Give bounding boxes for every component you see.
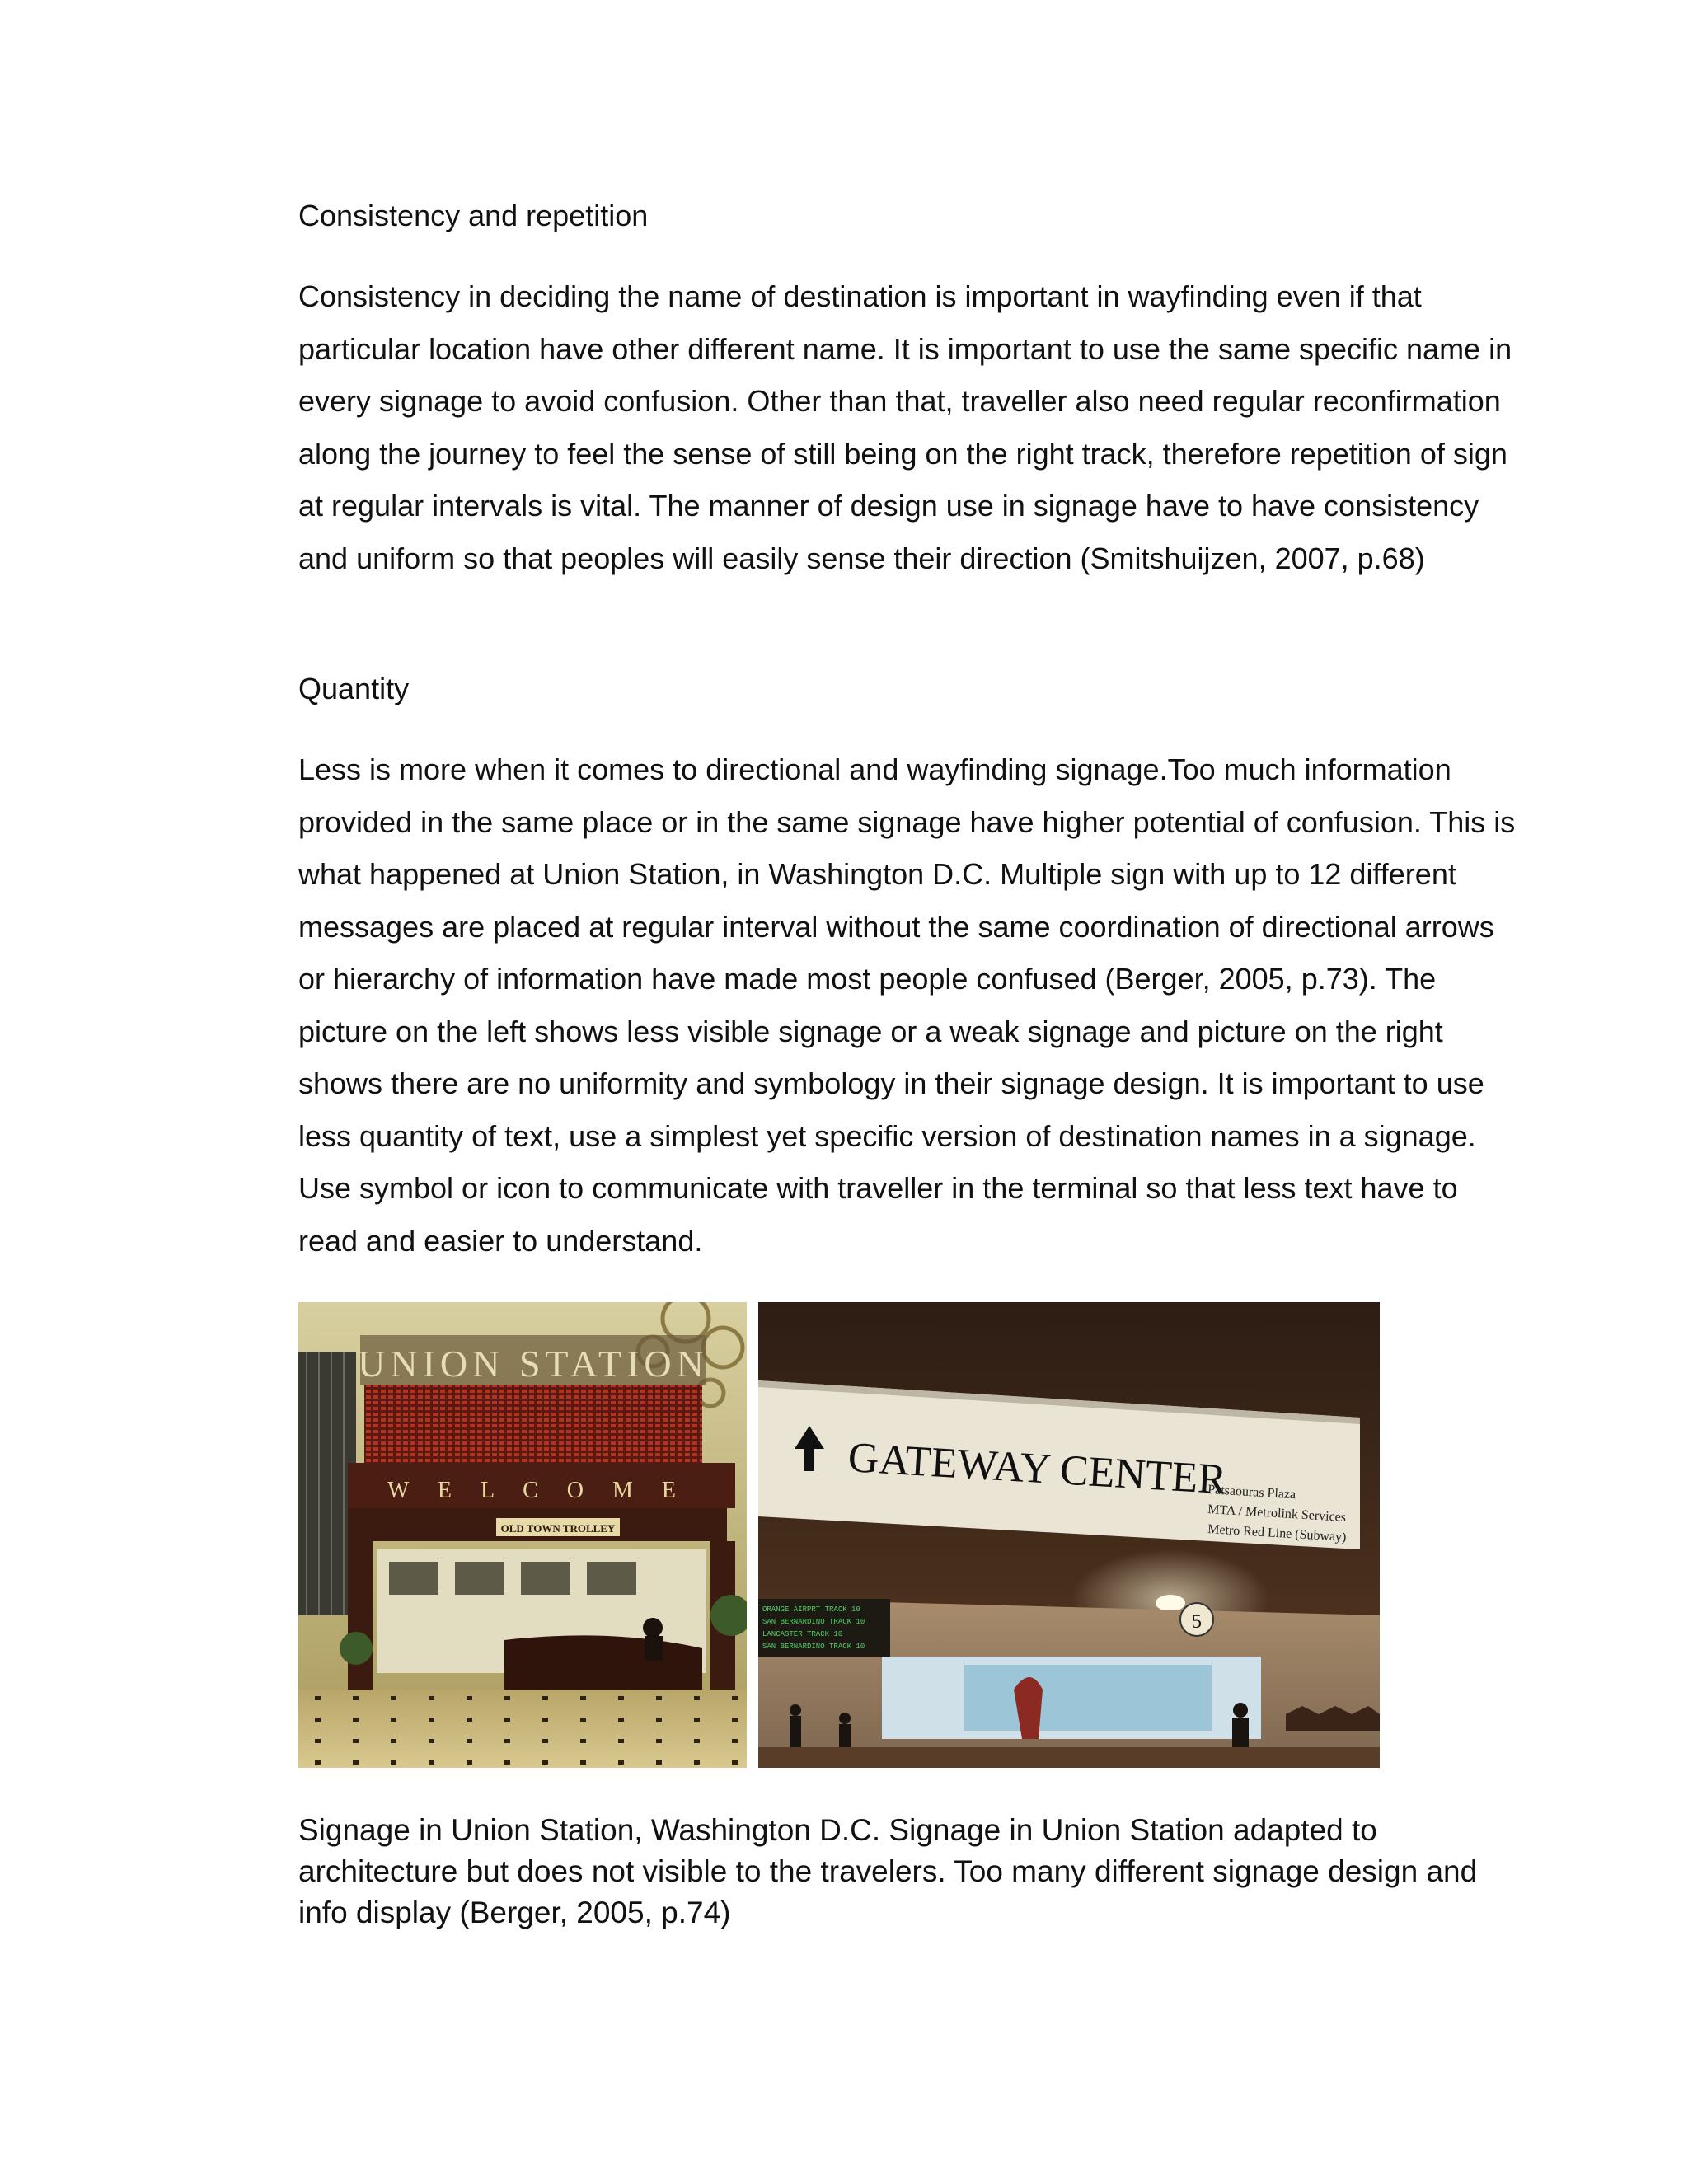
gateway-center-photo [758,1302,1380,1768]
old-town-trolley-text: OLD TOWN TROLLEY [500,1522,616,1535]
gateway-center-sign-text: GATEWAY CENTER [846,1434,1228,1504]
welcome-band-text: W E L C O M E [387,1478,687,1503]
sign-sub-line-2: MTA / Metrolink Services [1207,1502,1347,1525]
sign-sub-line-1: Patsaouras Plaza [1207,1483,1296,1502]
section-heading-quantity: Quantity [298,672,410,705]
paragraph-consistency: Consistency in deciding the name of destination is important in wayfinding even if that particular location have other different name. It is important to use the same specific name in every signage to avoid confusion. Other than that, traveller also need regular reconfirmation along the journey to feel the sense of still being on the right track, therefore repetition of sign at regular intervals is vital. The manner of design use in signage have to have consistency and uniform so that peoples will easily sense their direction (Smitshuijzen, 2007, p.68) [298,279,1512,575]
section-heading-consistency: Consistency and repetition [298,199,649,232]
union-station-sign-text: UNION STATION [358,1343,709,1385]
board-line-4: SAN BERNARDINO TRACK 10 [762,1643,865,1651]
paragraph-quantity: Less is more when it comes to directional and wayfinding signage.Too much information provided in the same place or in the same signage have higher potential of confusion. This is what happened at Union Station, in Washington D.C. Multiple sign with up to 12 different messages are placed at regular interval without the same coordination of directional arrows or hierarchy of information have made most people confused (Berger, 2005, p.73). The picture on the left shows less visible signage or a weak signage and picture on the right shows there are no uniformity and symbology in their signage design. It is important to use less quantity of text, use a simplest yet specific version of destination names in a signage. Use symbol or icon to communicate with traveller in the terminal so that less text have to read and easier to understand. [298,752,1516,1258]
board-line-2: SAN BERNARDINO TRACK 10 [762,1618,865,1626]
board-line-1: ORANGE AIRPRT TRACK 10 [762,1605,860,1614]
track-number-text: 5 [1192,1611,1202,1633]
board-line-3: LANCASTER TRACK 10 [762,1630,843,1638]
sign-sub-line-3: Metro Red Line (Subway) [1207,1522,1347,1544]
figure-caption: Signage in Union Station, Washington D.C. Signage in Union Station adapted to architecture but does not visible to the travelers. Too many different signage design and info display (Berger, 2005, p.74) [298,1813,1478,1929]
union-station-photo [298,1302,747,1768]
